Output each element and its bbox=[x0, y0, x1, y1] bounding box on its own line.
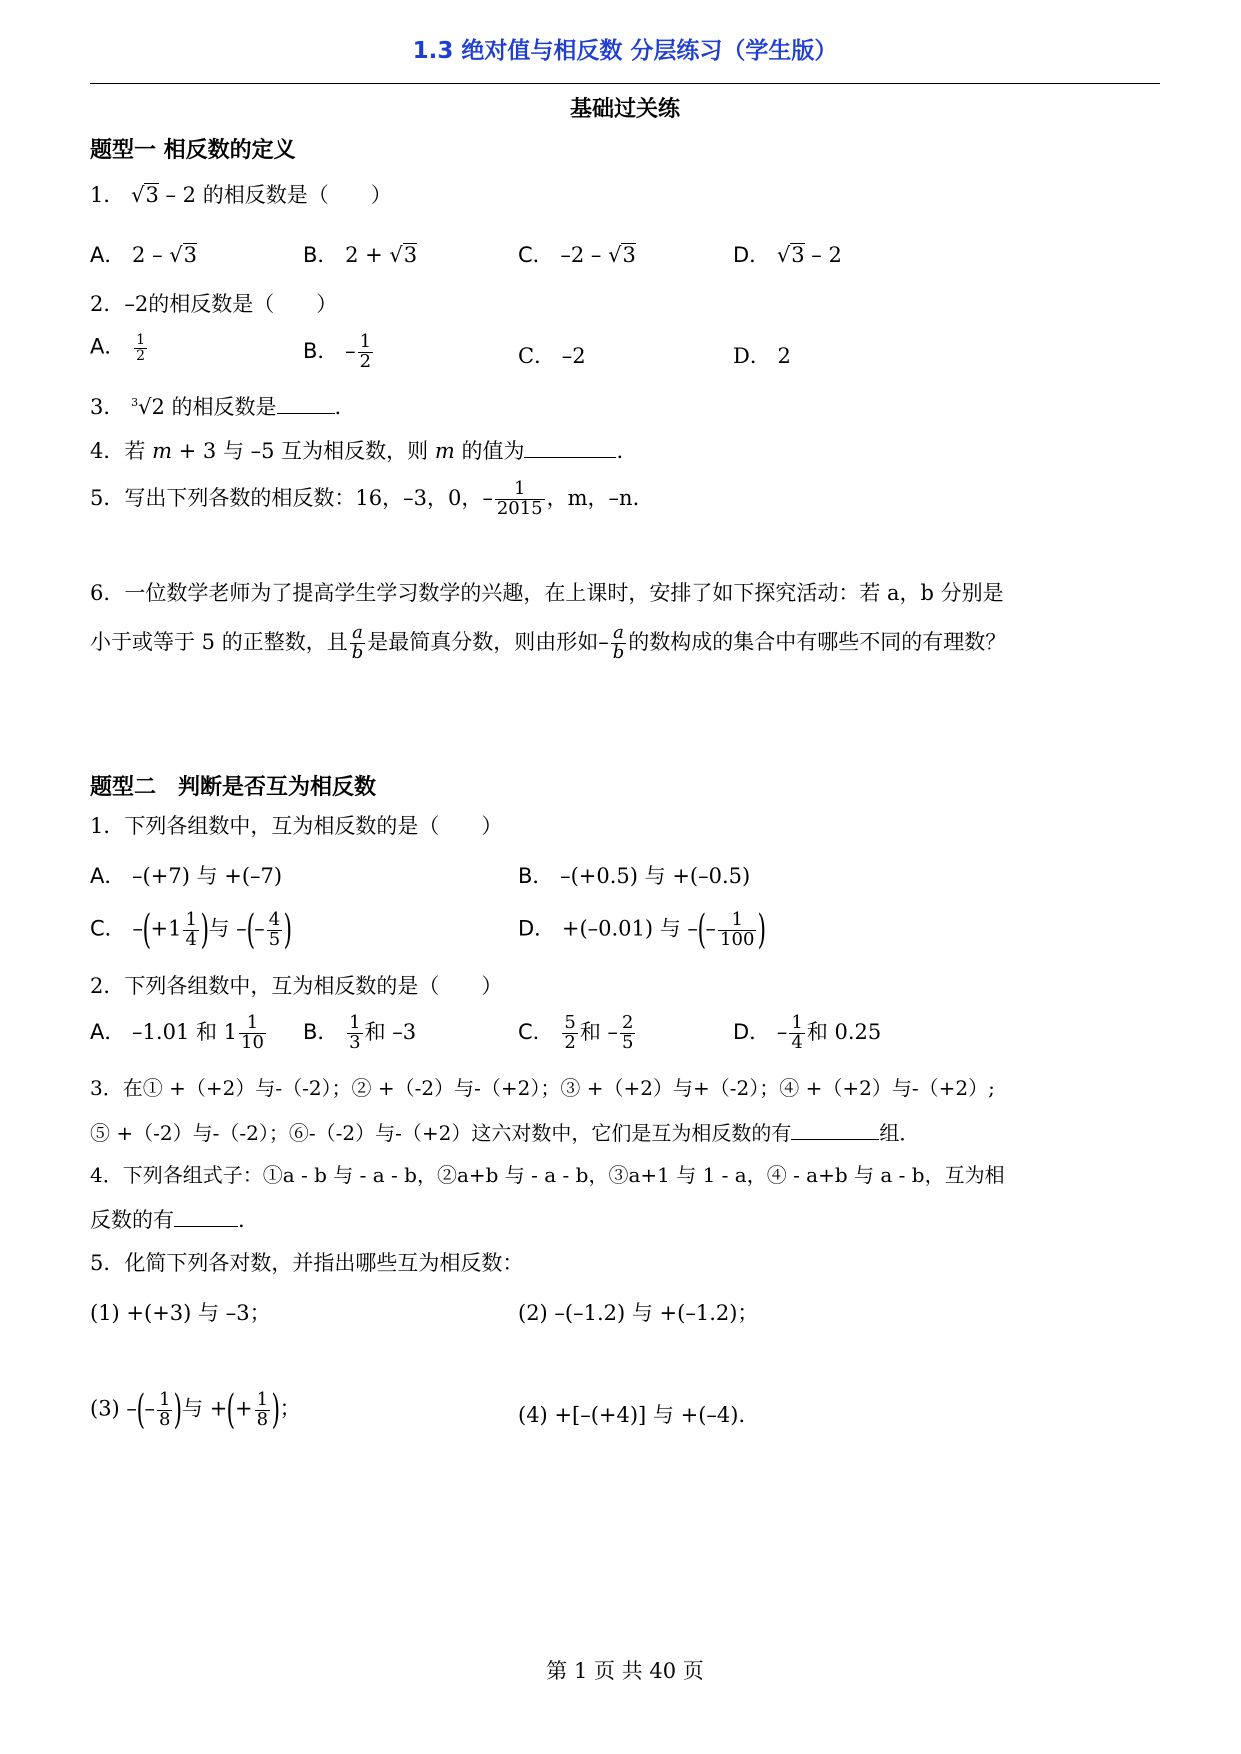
p1-q1-option-b: B． 2 + √3 bbox=[303, 243, 418, 267]
p1-q4-pre: 若 bbox=[124, 439, 146, 463]
p2-q5-item-3: (3) –(– $\frac{1}{8}$ )与 +(+ $\frac{1}{8}$ )； bbox=[90, 1387, 301, 1433]
p2-q3-line2-text: ⑤ +（-2）与-（-2）；⑥-（-2）与-（+2）这六对数中，它们是互为相反数的有 bbox=[90, 1121, 792, 1145]
p1-q3-expr: $^3$√2 bbox=[131, 395, 165, 419]
p2-q1-option-c: C． –(+1 $\frac{1}{4}$ )与 –(– $\frac{4}{5}$ ) bbox=[90, 907, 293, 953]
p2-q3-line2 bbox=[90, 1119, 919, 1146]
p2-q5-stem: 5．化简下列各对数，并指出哪些互为相反数： bbox=[90, 1251, 524, 1275]
p2-q5-item-1: (1) +(+3) 与 –3； bbox=[90, 1301, 271, 1325]
p2-q1-option-d: D． +(–0.01) 与 –(– $\frac{1}{100}$ ) bbox=[518, 907, 767, 953]
answer-blank bbox=[524, 437, 616, 458]
p2-q4-end: . bbox=[238, 1208, 245, 1232]
p1-q5-text: 写出下列各数的相反数：16，–3，0， bbox=[124, 485, 483, 510]
page-footer: 第 1 页 共 40 页 bbox=[546, 1659, 704, 1683]
p2-q4-line2 bbox=[90, 1206, 245, 1234]
p2-q4-line1: 4．下列各组式子：①a - b 与 - a - b，②a+b 与 - a - b，③a+1 与 1 - a，④ - a+b 与 a - b，互为相 bbox=[90, 1163, 1005, 1187]
p1-q3-stem bbox=[90, 393, 341, 421]
p1-q5-tail: ，m，–n． bbox=[546, 485, 654, 510]
p2-q2-option-d: D． – $\frac{1}{4}$ 和 0.25 bbox=[733, 1012, 882, 1053]
p1-q4-end: . bbox=[616, 439, 624, 463]
p2-q3-line1: 3．在① +（+2）与-（-2）；② +（-2）与-（+2）；③ +（+2）与+（-2）；④ +（+2）与-（+2）; bbox=[90, 1076, 995, 1100]
p1-q6-line2a: 小于或等于 5 的正整数，且 bbox=[90, 629, 348, 654]
p2-q2-option-b: B． $\frac{1}{3}$ 和 –3 bbox=[303, 1012, 417, 1053]
fraction-one-half: $\frac{1}{2}$ bbox=[136, 332, 145, 364]
p1-q1-option-c: C． –2 – √3 bbox=[518, 243, 636, 267]
p2-q3-end: 组． bbox=[879, 1121, 920, 1145]
p1-q6-line2: 小于或等于 5 的正整数，且 $\frac{a}{b}$ 是最简真分数，则由形如– $\frac{a}{b}$ 的数构成的集合中有哪些不同的有理数？ bbox=[90, 622, 1007, 663]
p1-q2-text: –2的相反数是（ ） bbox=[124, 292, 338, 316]
p1-q1-option-b-label: B． bbox=[303, 243, 339, 267]
p1-q6-line2b: 是最简真分数，则由形如 bbox=[367, 629, 599, 654]
part2-title: 题型二 判断是否互为相反数 bbox=[90, 775, 377, 800]
p1-q4-mid: 与 –5 互为相反数，则 bbox=[222, 439, 429, 463]
p2-q5-item-4: (4) +[–(+4)] 与 +(–4)． bbox=[518, 1403, 760, 1427]
p1-q3-label: 3． bbox=[90, 395, 125, 419]
p1-q2-stem bbox=[90, 291, 337, 318]
fraction-one-half: $\frac{1}{2}$ bbox=[359, 331, 372, 372]
p1-q2-option-c: C． –2 bbox=[518, 344, 586, 368]
p1-q4-stem: 4．若 m + 3 与 –5 互为相反数，则 m 的值为 . bbox=[90, 439, 624, 463]
p2-q4-line2-text: 反数的有 bbox=[90, 1208, 174, 1232]
fraction-1-2015: $\frac{1}{2015}$ bbox=[496, 478, 543, 519]
p1-q2-label: 2． bbox=[90, 292, 125, 316]
p1-q5-stem: 5．写出下列各数的相反数：16，–3，0，– $\frac{1}{2015}$ ，m，–n． bbox=[90, 478, 654, 519]
p1-q1-option-a: A． 2 – √3 bbox=[90, 243, 198, 267]
p2-q1-option-a: A． –(+7) 与 +(–7) bbox=[90, 864, 283, 888]
header-divider bbox=[90, 83, 1160, 84]
p1-q2-option-d: D． 2 bbox=[733, 344, 791, 368]
p2-q2-stem: 2．下列各组数中，互为相反数的是（ ） bbox=[90, 974, 503, 998]
p1-q4-post: 的值为 bbox=[461, 439, 525, 463]
answer-blank bbox=[791, 1119, 879, 1140]
p1-q3-end: . bbox=[334, 395, 342, 419]
p1-q1-option-a-label: A． bbox=[90, 243, 126, 267]
p1-q1-option-c-label: C． bbox=[518, 243, 554, 267]
p1-q1-expr: √3 – 2 bbox=[131, 183, 203, 207]
p1-q1-option-d-label: D． bbox=[733, 243, 771, 267]
p1-q4-label: 4． bbox=[90, 439, 125, 463]
section-title: 基础过关练 bbox=[569, 97, 680, 122]
p1-q2-option-b: B． – $\frac{1}{2}$ bbox=[303, 331, 372, 372]
p1-q1-label: 1． bbox=[90, 183, 125, 207]
p2-q5-item-2: (2) –(–1.2) 与 +(–1.2)； bbox=[518, 1301, 759, 1325]
p1-q5-label: 5． bbox=[90, 485, 125, 510]
part1-title: 题型一 相反数的定义 bbox=[90, 138, 296, 163]
fraction-a-over-b: $\frac{a}{b}$ bbox=[612, 622, 625, 663]
answer-blank bbox=[174, 1206, 238, 1227]
p1-q2-option-b-label: B． bbox=[303, 338, 339, 363]
fraction-a-over-b: $\frac{a}{b}$ bbox=[351, 622, 364, 663]
p2-q2-option-c: C． $\frac{5}{2}$ 和 – $\frac{2}{5}$ bbox=[518, 1012, 634, 1053]
page-header-title: 1.3 绝对值与相反数 分层练习（学生版） bbox=[412, 38, 838, 64]
p2-q1-stem: 1．下列各组数中，互为相反数的是（ ） bbox=[90, 814, 503, 838]
p1-q1-text: 的相反数是（ ） bbox=[202, 183, 392, 207]
p1-q1-stem bbox=[90, 182, 392, 209]
p1-q6-line2c: 的数构成的集合中有哪些不同的有理数？ bbox=[628, 629, 1007, 654]
p1-q6-line1: 6．一位数学老师为了提高学生学习数学的兴趣，在上课时，安排了如下探究活动：若 a，b 分别是 bbox=[90, 581, 1004, 605]
p2-q2-option-a: A． –1.01 和 1 $\frac{1}{10}$ bbox=[90, 1012, 264, 1053]
p1-q3-text: 的相反数是 bbox=[171, 395, 277, 419]
answer-blank bbox=[277, 393, 335, 414]
p1-q2-option-a-label: A． bbox=[90, 334, 126, 359]
p1-q1-option-d: D． √3 – 2 bbox=[733, 243, 842, 267]
p1-q2-option-a bbox=[90, 333, 149, 363]
p2-q1-option-b: B． –(+0.5) 与 +(–0.5) bbox=[518, 864, 751, 888]
